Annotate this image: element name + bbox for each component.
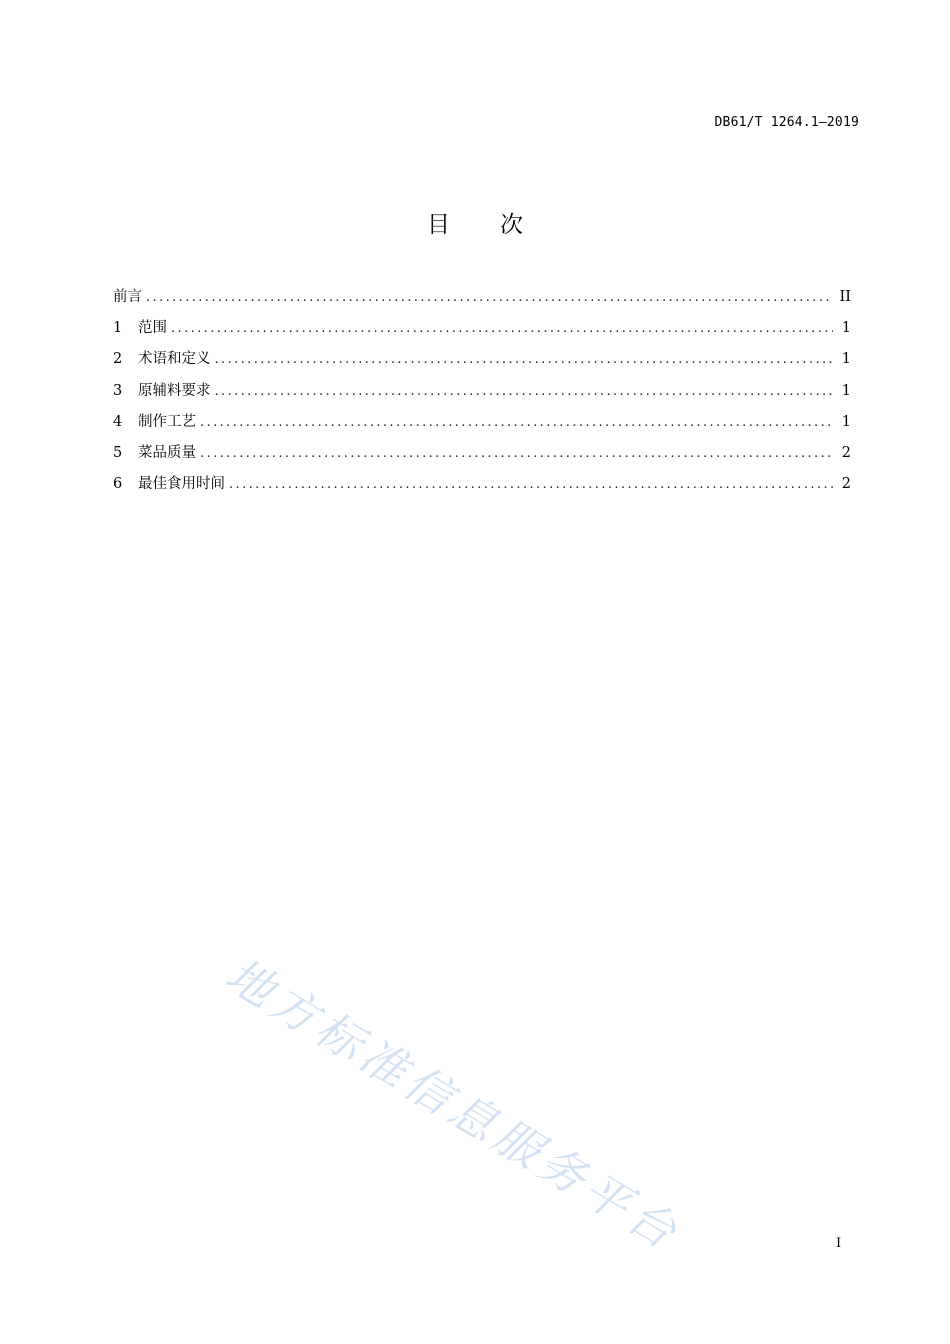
toc-entry-quality[interactable] [113,442,851,473]
table-of-contents [113,286,851,504]
page-title [0,206,950,239]
toc-leader-dots [146,287,833,309]
toc-entry-label: 范围 [138,320,167,337]
toc-entry-foreword[interactable] [113,286,851,317]
toc-entry-terms[interactable] [113,348,851,379]
toc-entry-label: 制作工艺 [138,413,196,430]
page-number: I [836,1236,842,1251]
toc-leader-dots [171,318,833,340]
watermark: 地方标准信息服务平台 [216,947,691,1262]
toc-entry-label: 原辅料要求 [138,382,211,399]
toc-entry-label: 前言 [113,289,142,305]
toc-leader-dots [200,443,833,465]
toc-entry-process[interactable] [113,411,851,442]
toc-entry-label: 术语和定义 [138,351,211,368]
toc-entry-page: 1 [841,320,851,337]
toc-entry-page: 1 [841,351,851,368]
toc-leader-dots [215,349,834,371]
toc-leader-dots [229,474,833,496]
toc-entry-serving-time[interactable] [113,473,851,504]
toc-entry-materials[interactable] [113,380,851,411]
toc-entry-number: 1 [113,320,123,337]
toc-entry-label: 最佳食用时间 [138,476,225,493]
title-char-1: 目 [427,212,450,238]
title-char-2: 次 [500,212,523,238]
toc-entry-number: 2 [113,351,123,368]
standard-code: DB61/T 1264.1—2019 [714,115,859,130]
toc-entry-page: 2 [841,476,851,493]
toc-leader-dots [215,381,834,403]
toc-entry-number: 5 [113,444,123,461]
toc-leader-dots [200,412,833,434]
toc-entry-page: II [839,289,851,305]
toc-entry-number: 3 [113,382,123,399]
toc-entry-page: 1 [841,382,851,399]
toc-entry-number: 6 [113,476,123,493]
toc-entry-scope[interactable] [113,317,851,348]
toc-entry-number: 4 [113,413,123,430]
toc-entry-label: 菜品质量 [138,444,196,461]
toc-entry-page: 1 [841,413,851,430]
toc-entry-page: 2 [841,444,851,461]
